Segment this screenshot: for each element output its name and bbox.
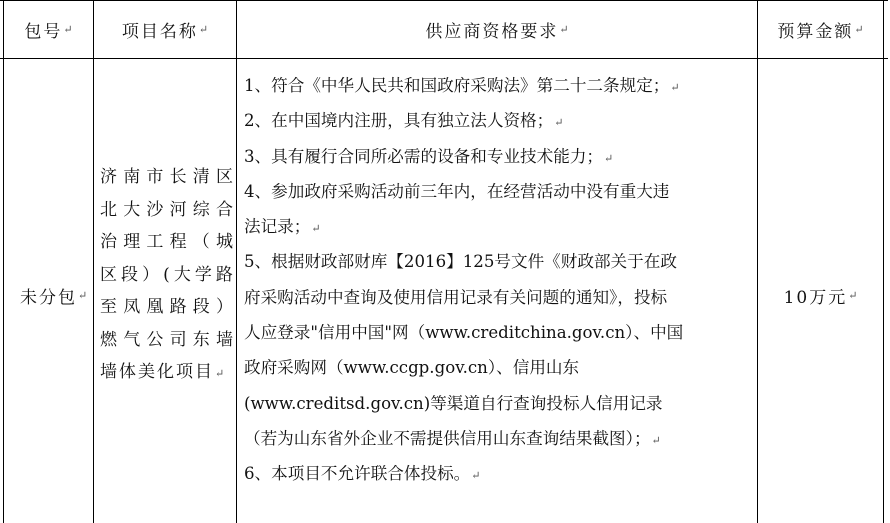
column-divider-3 bbox=[757, 0, 758, 523]
requirement-text: 5、根据财政部财库【2016】125号文件《财政部关于在政 bbox=[244, 252, 677, 272]
project-name-char: 合 bbox=[215, 199, 233, 220]
project-name-char: 凰 bbox=[146, 297, 164, 317]
header-project-name: 项目名称 ↵ bbox=[94, 1, 236, 58]
project-name-char: 北 bbox=[100, 199, 117, 220]
project-name-line bbox=[100, 259, 233, 292]
requirement-line bbox=[244, 315, 756, 350]
project-name-line bbox=[100, 226, 233, 259]
requirement-line: 1、符合《中华人民共和国政府采购法》第二十二条规定；↵ bbox=[244, 76, 680, 95]
requirement-text: 法记录； bbox=[244, 217, 311, 237]
header-project-name-label: 项目名称 bbox=[121, 22, 198, 42]
requirement-line: 法记录；↵ bbox=[244, 217, 321, 237]
budget-cell: 10万元 ↵ bbox=[758, 278, 883, 312]
header-package-no: 包号 ↵ bbox=[4, 1, 93, 58]
project-name-char: 区 bbox=[215, 167, 233, 187]
requirement-text: 4、参加政府采购活动前三年内，在经营活动中没有重大违 bbox=[244, 181, 670, 201]
project-name-char: 市 bbox=[146, 167, 164, 187]
requirement-line bbox=[244, 174, 756, 209]
table-left-border bbox=[3, 0, 4, 523]
requirement-text: (www.creditsd.gov.cn)等渠道自行查询投标人信用记录 bbox=[244, 393, 663, 413]
project-name-char: 燃 bbox=[100, 329, 117, 350]
project-name-char: ） bbox=[142, 264, 160, 285]
project-name-char: 大 bbox=[173, 264, 191, 285]
requirement-line bbox=[244, 244, 756, 279]
project-name-char: 程 bbox=[169, 232, 187, 252]
project-name-char: 路 bbox=[215, 264, 233, 285]
project-name-char: 至 bbox=[100, 297, 117, 317]
project-name-line bbox=[100, 161, 233, 194]
table-right-border bbox=[883, 0, 884, 523]
project-name-char: 长 bbox=[169, 167, 187, 187]
project-name-char: ( bbox=[163, 264, 170, 285]
project-name-char: 凤 bbox=[123, 297, 141, 317]
column-divider-2 bbox=[236, 0, 237, 523]
supplier-requirements-cell bbox=[244, 68, 756, 492]
requirement-line: 2、在中国境内注册，具有独立法人资格；↵ bbox=[244, 111, 564, 131]
requirement-line: 3、具有履行合同所必需的设备和专业技术能力；↵ bbox=[244, 146, 614, 166]
project-name-char: 南 bbox=[123, 167, 141, 187]
project-name-char: 路 bbox=[169, 297, 187, 317]
project-name-char: 理 bbox=[123, 232, 141, 252]
requirement-line bbox=[244, 280, 756, 315]
project-name-cell bbox=[100, 161, 233, 391]
project-name-char: 气 bbox=[123, 329, 141, 350]
requirement-text: 人应登录"信用中国"网（www.creditchina.gov.cn）、中国 bbox=[244, 323, 684, 343]
project-name-line bbox=[100, 291, 233, 324]
project-name-char: 学 bbox=[194, 264, 212, 285]
project-name-char: 沙 bbox=[146, 199, 164, 220]
project-name-char: 东 bbox=[192, 329, 210, 350]
project-name-line bbox=[100, 194, 233, 227]
project-name-char: 河 bbox=[169, 199, 187, 220]
project-name-char: 济 bbox=[100, 167, 117, 187]
project-name-char: 墙 bbox=[215, 329, 233, 350]
requirement-text: （若为山东省外企业不需提供信用山东查询结果截图）； bbox=[244, 428, 651, 448]
package-value: 未分包 bbox=[20, 287, 77, 308]
project-name-char: 治 bbox=[100, 232, 117, 252]
header-supplier-requirements-label: 供应商资格要求 bbox=[425, 22, 559, 42]
project-name-char: 清 bbox=[192, 167, 210, 187]
project-name-char: 段 bbox=[192, 297, 210, 317]
requirement-text: 2、在中国境内注册，具有独立法人资格； bbox=[244, 111, 554, 131]
project-name-char: 段 bbox=[121, 264, 139, 285]
requirement-text: 6、本项目不允许联合体投标。 bbox=[244, 464, 471, 484]
budget-value: 10万元 bbox=[783, 287, 848, 308]
requirement-text: 3、具有履行合同所必需的设备和专业技术能力； bbox=[244, 146, 604, 166]
project-name-line: 墙体美化项目 bbox=[100, 362, 214, 382]
project-name-char: （ bbox=[192, 232, 210, 252]
column-divider-1 bbox=[93, 0, 94, 523]
project-name-line-last: 墙体美化项目↵ bbox=[100, 362, 225, 382]
project-name-char: 司 bbox=[169, 329, 187, 350]
package-cell: 未分包 ↵ bbox=[4, 278, 93, 312]
requirement-line: （若为山东省外企业不需提供信用山东查询结果截图）；↵ bbox=[244, 428, 661, 448]
project-name-line bbox=[100, 324, 233, 357]
header-supplier-requirements: 供应商资格要求 ↵ bbox=[237, 1, 757, 58]
requirement-line bbox=[244, 350, 756, 385]
header-budget-label: 预算金额 bbox=[777, 22, 854, 42]
project-name-char: ） bbox=[215, 297, 233, 317]
project-name-char: 综 bbox=[192, 199, 210, 220]
requirement-line: 6、本项目不允许联合体投标。↵ bbox=[244, 464, 481, 484]
project-name-char: 区 bbox=[100, 264, 117, 285]
header-budget: 预算金额 ↵ bbox=[758, 1, 883, 58]
requirement-text: 1、符合《中华人民共和国政府采购法》第二十二条规定； bbox=[244, 76, 670, 95]
project-name-char: 工 bbox=[146, 232, 164, 252]
requirement-text: 府采购活动中查询及使用信用记录有关问题的通知》，投标 bbox=[244, 287, 668, 307]
requirement-text: 政府采购网（www.ccgp.gov.cn）、信用山东 bbox=[244, 358, 580, 378]
header-divider bbox=[0, 58, 888, 59]
project-name-char: 城 bbox=[215, 232, 233, 252]
project-name-char: 大 bbox=[123, 199, 141, 220]
project-name-char: 公 bbox=[146, 329, 164, 350]
header-package-no-label: 包号 bbox=[24, 22, 63, 42]
requirement-line bbox=[244, 386, 756, 421]
